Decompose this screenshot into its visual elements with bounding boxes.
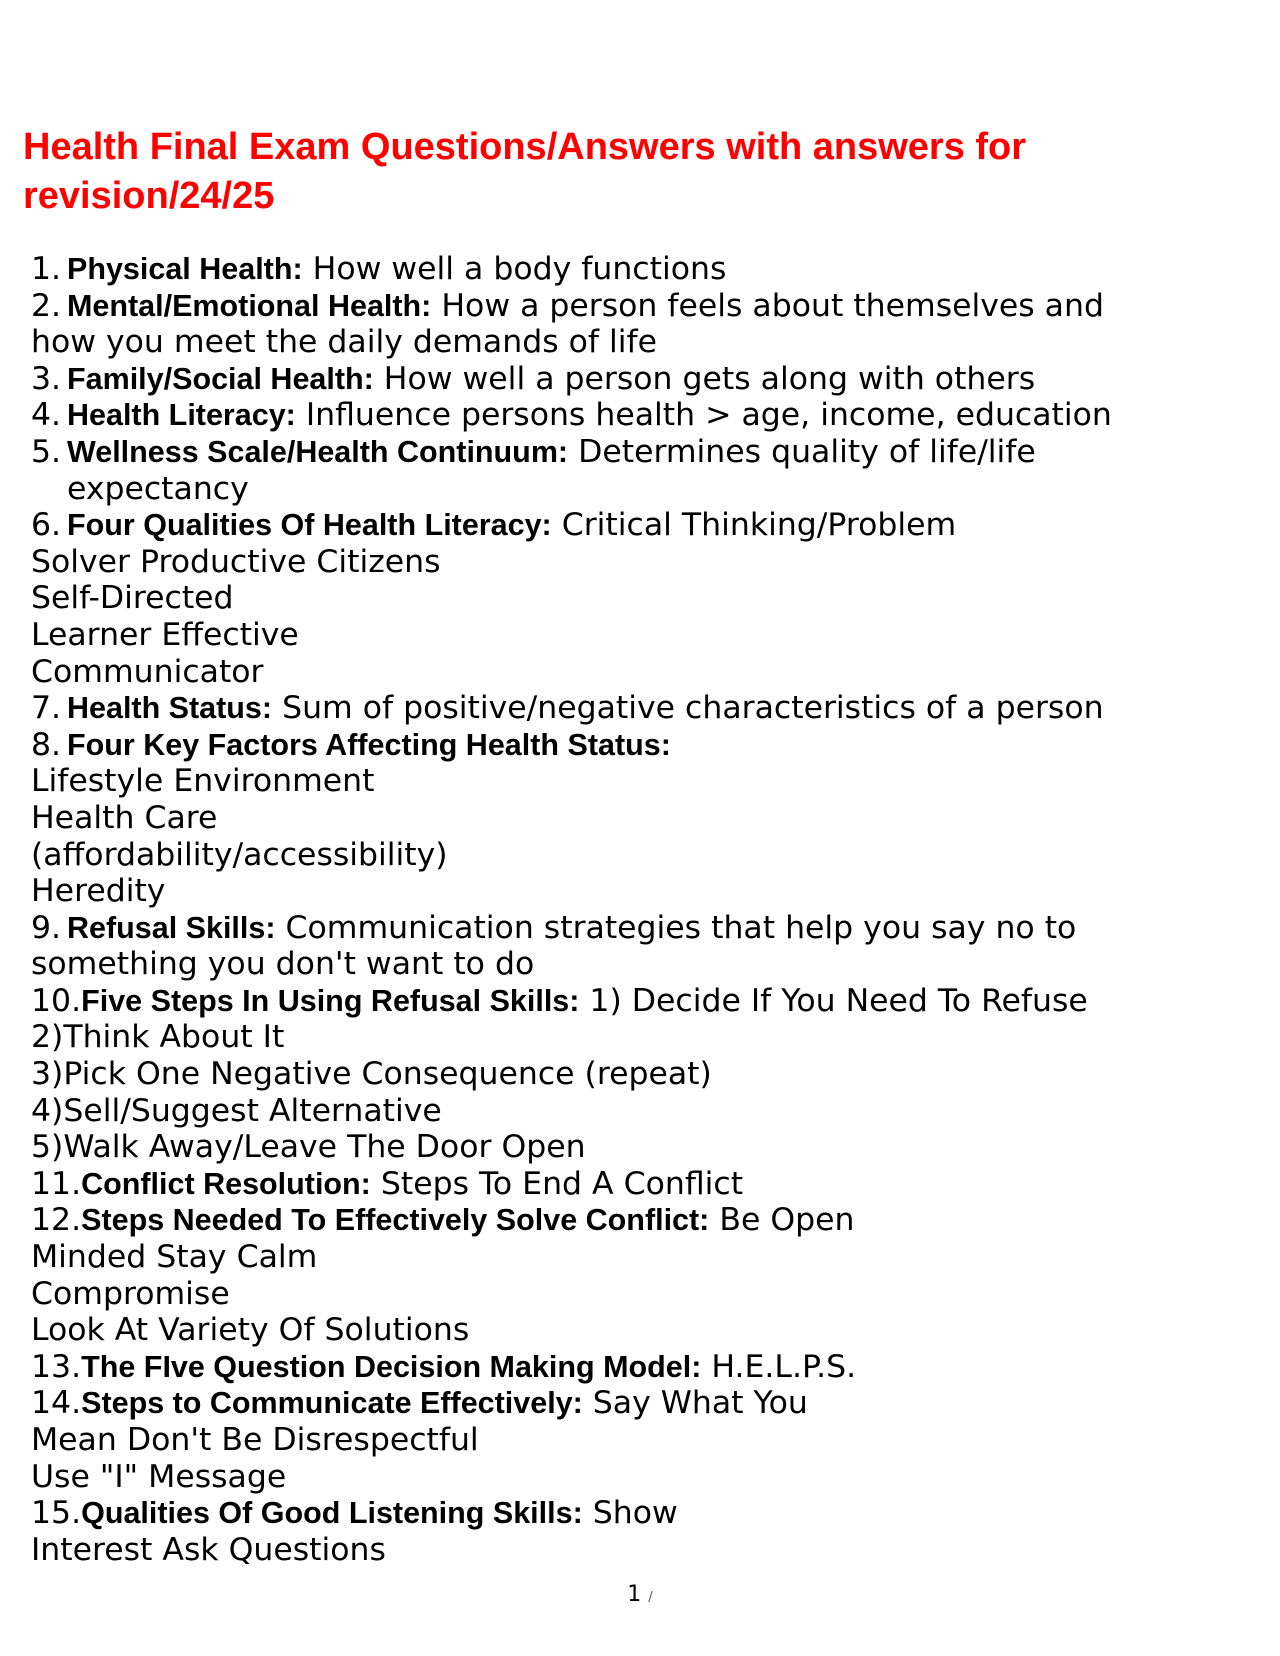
item-definition: How a person feels about themselves and	[431, 287, 1104, 324]
qa-item	[31, 434, 1261, 471]
item-term: Wellness Scale/Health Continuum:	[67, 434, 569, 469]
qa-item	[31, 1202, 1261, 1239]
item-term: Qualities Of Good Listening Skills:	[81, 1496, 583, 1531]
item-number: 3.	[31, 360, 62, 397]
item-number: 9.	[31, 909, 62, 946]
item-definition: H.E.L.P.S.	[701, 1348, 857, 1385]
item-definition: Determines quality of life/life	[568, 433, 1036, 470]
item-number: 5.	[31, 433, 62, 470]
item-definition-continued: 5)Walk Away/Leave The Door Open	[31, 1129, 586, 1166]
qa-item	[31, 1495, 1261, 1532]
item-number: 8.	[31, 726, 62, 763]
qa-item	[31, 288, 1261, 325]
item-definition: Communication strategies that help you say no to	[275, 909, 1077, 946]
item-definition: Be Open	[709, 1202, 855, 1239]
qa-item	[31, 690, 1261, 727]
page-number: 1	[627, 1582, 642, 1607]
item-number: 12.	[31, 1202, 82, 1239]
item-definition-continued: 3)Pick One Negative Consequence (repeat)	[31, 1056, 712, 1093]
item-definition: 1) Decide If You Need To Refuse	[579, 982, 1088, 1019]
item-definition-continued: 4)Sell/Suggest Alternative	[31, 1092, 442, 1129]
qa-item	[31, 983, 1261, 1020]
item-definition: Say What You	[582, 1385, 808, 1422]
item-definition: How well a person gets along with others	[373, 360, 1036, 397]
qa-item	[31, 910, 1261, 947]
item-definition-continued: Communicator	[31, 653, 264, 690]
item-definition: Sum of positive/negative characteristics of a person	[272, 690, 1104, 727]
item-number: 7.	[31, 690, 62, 727]
item-definition-continued: Use "I" Message	[31, 1458, 287, 1495]
item-term: Four Key Factors Affecting Health Status:	[67, 727, 671, 762]
item-definition: Steps To End A Conflict	[370, 1165, 744, 1202]
item-definition: Critical Thinking/Problem	[551, 507, 957, 544]
item-number: 10.	[31, 982, 82, 1019]
qa-item	[31, 251, 1261, 288]
item-definition-continued: Look At Variety Of Solutions	[31, 1312, 470, 1349]
page-separator: /	[648, 1590, 653, 1605]
item-definition: Show	[582, 1495, 678, 1532]
item-term: Conflict Resolution:	[81, 1166, 371, 1201]
qa-item	[31, 397, 1261, 434]
item-term: Four Qualities Of Health Literacy:	[67, 508, 552, 543]
item-term: Steps to Communicate Effectively:	[81, 1386, 583, 1421]
item-definition-continued: Learner Effective	[31, 616, 299, 653]
item-number: 2.	[31, 287, 62, 324]
item-definition-continued: Health Care	[31, 799, 218, 836]
item-number: 6.	[31, 507, 62, 544]
page-footer	[0, 1582, 1280, 1607]
item-number: 15.	[31, 1495, 82, 1532]
item-definition-continued: Minded Stay Calm	[31, 1239, 318, 1276]
item-definition-continued: Heredity	[31, 873, 166, 910]
item-definition-continued: Self-Directed	[31, 580, 234, 617]
item-term: Steps Needed To Effectively Solve Conflict:	[81, 1203, 710, 1238]
item-definition-continued: how you meet the daily demands of life	[31, 324, 657, 361]
item-number: 4.	[31, 397, 62, 434]
item-number: 13.	[31, 1348, 82, 1385]
item-definition-continued: Lifestyle Environment	[31, 763, 375, 800]
item-term: Health Status:	[67, 691, 273, 726]
item-definition-continued: 2)Think About It	[31, 1019, 285, 1056]
item-term: Five Steps In Using Refusal Skills:	[81, 983, 580, 1018]
item-definition-continued: something you don't want to do	[31, 946, 535, 983]
item-number: 11.	[31, 1165, 82, 1202]
item-number: 1.	[31, 251, 62, 287]
item-definition-continued: (affordability/accessibility)	[31, 836, 448, 873]
qa-item	[31, 1166, 1261, 1203]
item-definition: How well a body functions	[302, 251, 727, 287]
item-definition-continued: Interest Ask Questions	[31, 1531, 386, 1568]
qa-list	[31, 251, 1261, 1568]
qa-item	[31, 507, 1261, 544]
item-definition-continued: Mean Don't Be Disrespectful	[31, 1422, 479, 1458]
item-definition: Influence persons health > age, income, education	[295, 397, 1112, 434]
item-term: Health Literacy:	[67, 398, 296, 433]
document-title: Health Final Exam Questions/Answers with answers for revision/24/25	[23, 126, 1027, 217]
item-number: 14.	[31, 1385, 82, 1422]
qa-item	[31, 1349, 1261, 1386]
qa-item	[31, 361, 1261, 398]
item-term: Family/Social Health:	[67, 361, 374, 396]
item-definition-continued: Compromise	[31, 1275, 230, 1312]
item-term: Physical Health:	[67, 252, 303, 286]
item-definition-continued: Solver Productive Citizens	[31, 543, 441, 580]
item-term: The FIve Question Decision Making Model:	[81, 1349, 702, 1384]
item-term: Refusal Skills:	[67, 910, 276, 945]
item-definition-continued: expectancy	[67, 470, 249, 507]
qa-item	[31, 1385, 1261, 1422]
item-term: Mental/Emotional Health:	[67, 288, 432, 323]
qa-item	[31, 727, 1261, 764]
